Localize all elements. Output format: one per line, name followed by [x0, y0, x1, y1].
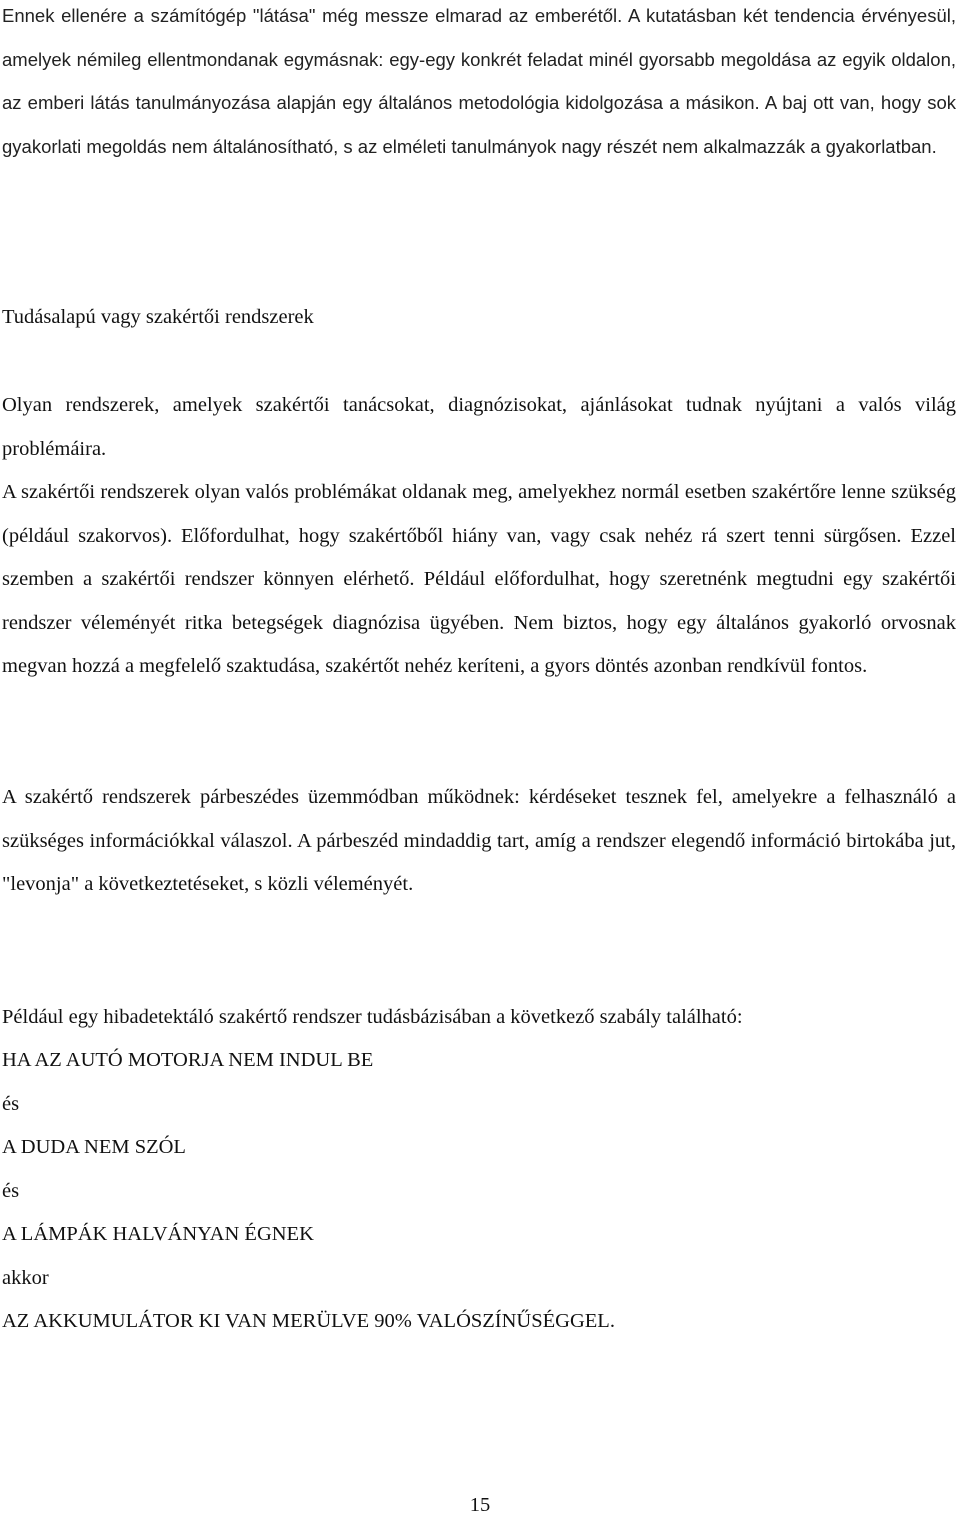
rule-conclusion: AZ AKKUMULÁTOR KI VAN MERÜLVE 90% VALÓSZÍNŰSÉGGEL.: [2, 1310, 615, 1332]
usage-paragraph: A szakértői rendszerek olyan valós problémákat oldanak meg, amelyekhez normál esetben szakértőre lenne szükség (például szakorvos). Előfordulhat, hogy szakértőből hiány van, vagy csak nehéz rá szert tenni sürgősen. Ezzel szemben a szakértői rendszer könnyen elérhető. Például előfordulhat, hogy szeretnénk megtudni egy szakértői rendszer véleményét ritka betegségek diagnózisa ügyében. Nem biztos, hogy egy általános gyakorló orvosnak megvan hozzá a megfelelő szaktudása, szakértőt nehéz keríteni, a gyors döntés azonban rendkívül fontos.: [2, 481, 956, 677]
page-number: 15: [469, 1494, 491, 1516]
rule-condition-lamps: A LÁMPÁK HALVÁNYAN ÉGNEK: [2, 1223, 314, 1245]
definition-paragraph: Olyan rendszerek, amelyek szakértői tanácsokat, diagnózisokat, ajánlásokat tudnak nyújtani a valós világ problémáira.: [2, 394, 956, 460]
rule-and-1: és: [2, 1093, 20, 1115]
section-heading: Tudásalapú vagy szakértői rendszerek: [2, 306, 314, 328]
rule-then: akkor: [2, 1267, 49, 1289]
rule-condition-engine: HA AZ AUTÓ MOTORJA NEM INDUL BE: [2, 1049, 374, 1071]
dialog-paragraph: A szakértő rendszerek párbeszédes üzemmódban működnek: kérdéseket tesznek fel, amelyekre a felhasználó a szükséges információkkal válaszol. A párbeszéd mindaddig tart, amíg a rendszer elegendő információ birtokába jut, "levonja" a következtetéseket, s közli véleményét.: [2, 786, 956, 895]
example-intro: Például egy hibadetektáló szakértő rendszer tudásbázisában a következő szabály található:: [2, 1006, 743, 1028]
rule-condition-horn: A DUDA NEM SZÓL: [2, 1136, 186, 1158]
intro-paragraph: Ennek ellenére a számítógép "látása" még messze elmarad az emberétől. A kutatásban két tendencia érvényesül, amelyek némileg ellentmondanak egymásnak: egy-egy konkrét feladat minél gyorsabb megoldása az egyik oldalon, az emberi látás tanulmányozása alapján egy általános metodológia kidolgozása a másikon. A baj ott van, hogy sok gyakorlati megoldás nem általánosítható, s az elméleti tanulmányok nagy részét nem alkalmazzák a gyakorlatban.: [2, 5, 956, 157]
rule-and-2: és: [2, 1180, 20, 1202]
